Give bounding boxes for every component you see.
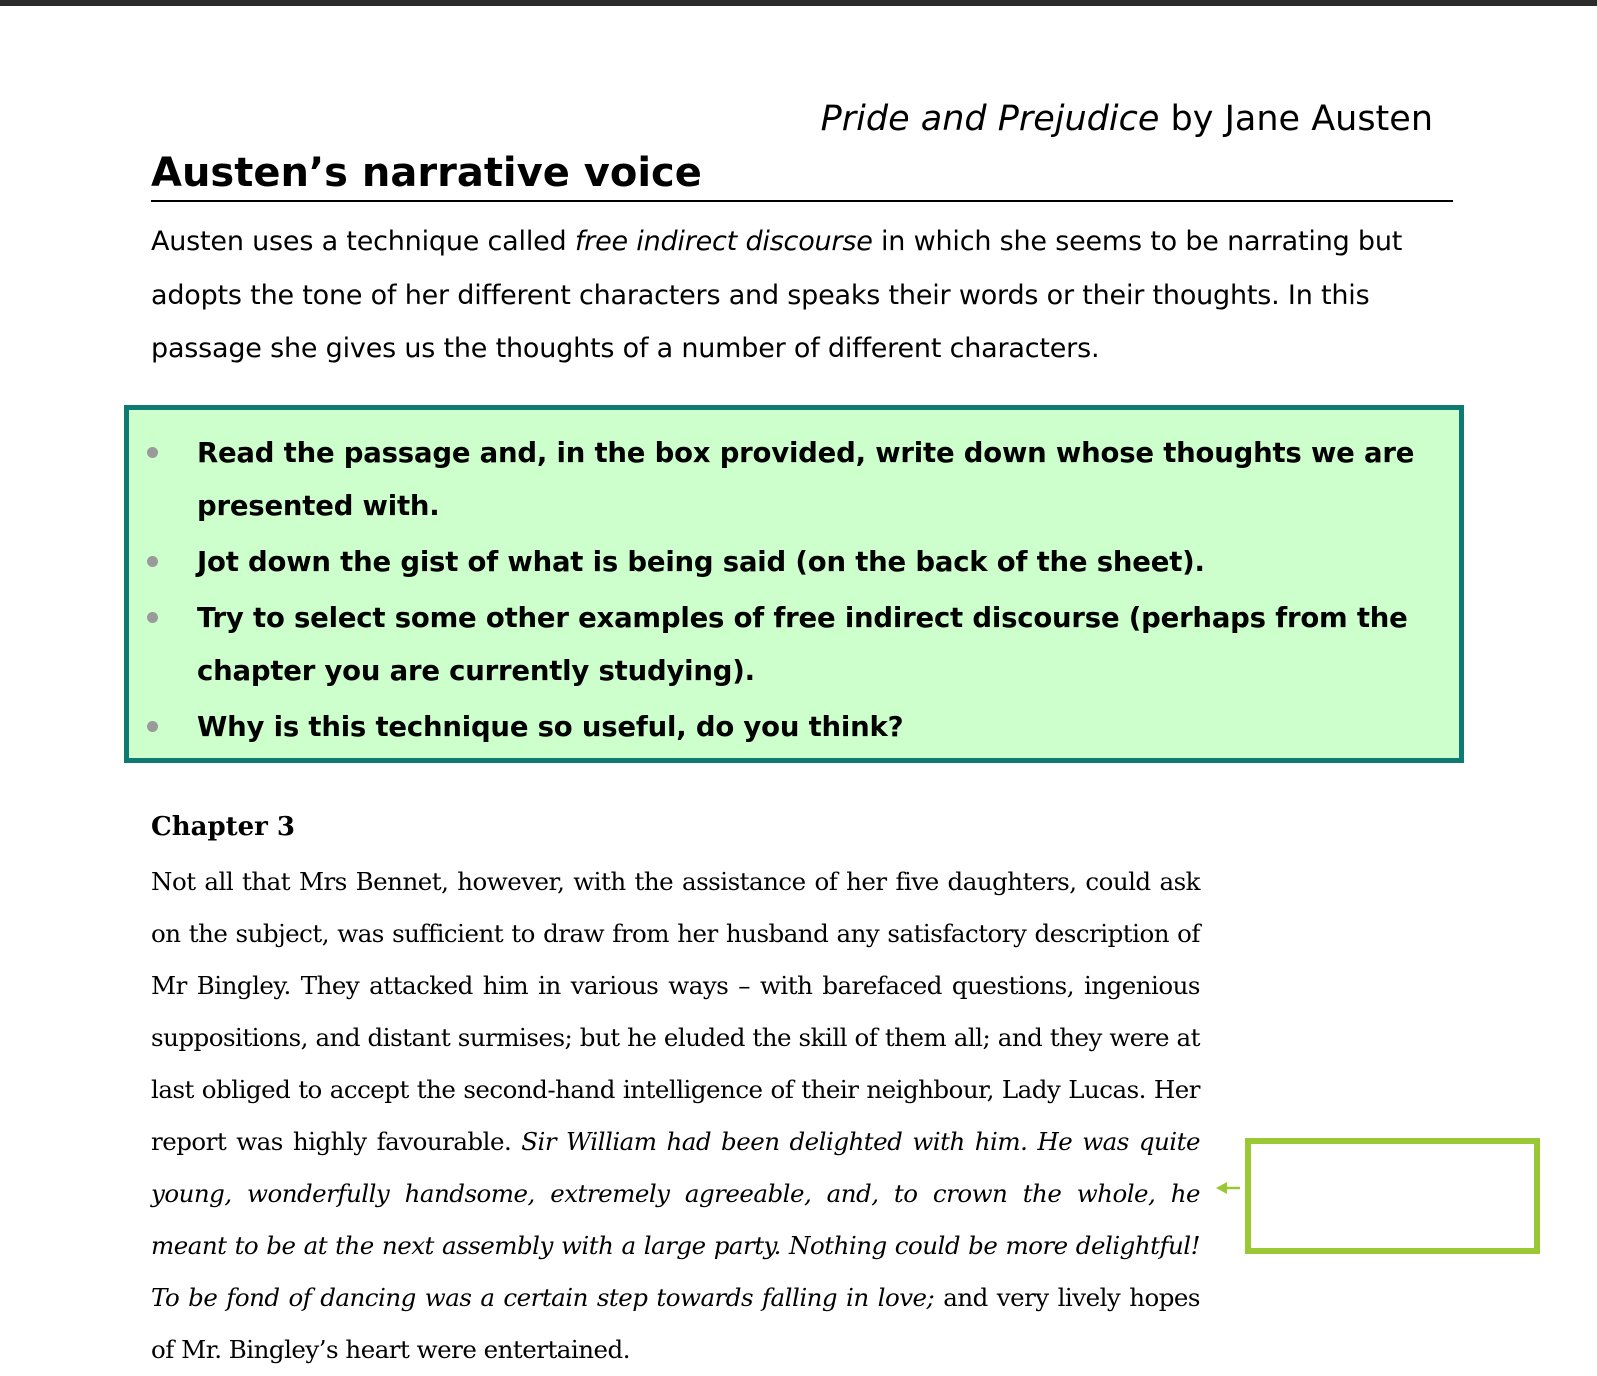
task-text: Why is this technique so useful, do you think? <box>197 711 904 743</box>
task-item <box>145 592 1445 698</box>
bullet-icon <box>147 556 158 567</box>
intro-term: free indirect discourse <box>574 226 873 257</box>
passage-text: Not all that Mrs Bennet, however, with the assistance of her five daughters, could ask on the subject, was sufficient to draw from her husband any satisfactory description of Mr Bingley. They attacked him in various ways – with barefaced questions, ingenious suppositions, and distant surmises; but he eluded the skill of them all; and they were at last obliged to accept the second-hand intelligence of their neighbour, Lady Lucas. Her report was highly favourable. <box>151 867 1200 1156</box>
bullet-icon <box>147 447 158 458</box>
intro-text-after: in which she seems to be narrating but adopts the tone of her different characters and speaks their words or their thoughts. In this passage she gives us the thoughts of a number of different characters. <box>151 226 1403 364</box>
intro-paragraph <box>151 215 1441 376</box>
task-text: Read the passage and, in the box provided, write down whose thoughts we are presented with. <box>197 437 1415 522</box>
task-box <box>124 405 1464 763</box>
task-text: Try to select some other examples of free indirect discourse (perhaps from the chapter you are currently studying). <box>197 602 1408 687</box>
task-item <box>145 536 1445 589</box>
top-border <box>0 0 1597 6</box>
bullet-icon <box>147 612 158 623</box>
passage-italic-text: Sir William had been delighted with him. He was quite young, wonderfully handsome, extremely agreeable, and, to crown the whole, he meant to be at the next assembly with a large party. Nothing could be more delightful! To be fond of dancing was a certain step towards falling in love; <box>151 1127 1200 1312</box>
page-title: Austen’s narrative voice <box>151 148 1453 202</box>
intro-text-before: Austen uses a technique called <box>151 226 575 257</box>
book-title: Pride and Prejudice <box>820 99 1160 139</box>
chapter-passage <box>151 856 1200 1376</box>
passage-text-end: and very lively hopes of Mr. Bingley’s heart were entertained. <box>151 1283 1200 1364</box>
book-header <box>821 98 1433 140</box>
answer-box[interactable] <box>1245 1138 1540 1254</box>
task-item <box>145 701 1445 754</box>
task-text: Jot down the gist of what is being said (on the back of the sheet). <box>197 546 1205 578</box>
task-list <box>145 427 1445 757</box>
chapter-heading: Chapter 3 <box>151 812 296 842</box>
bullet-icon <box>147 721 158 732</box>
task-item <box>145 427 1445 533</box>
book-author: by Jane Austen <box>1159 99 1433 139</box>
arrow-left-icon <box>1216 1181 1240 1195</box>
